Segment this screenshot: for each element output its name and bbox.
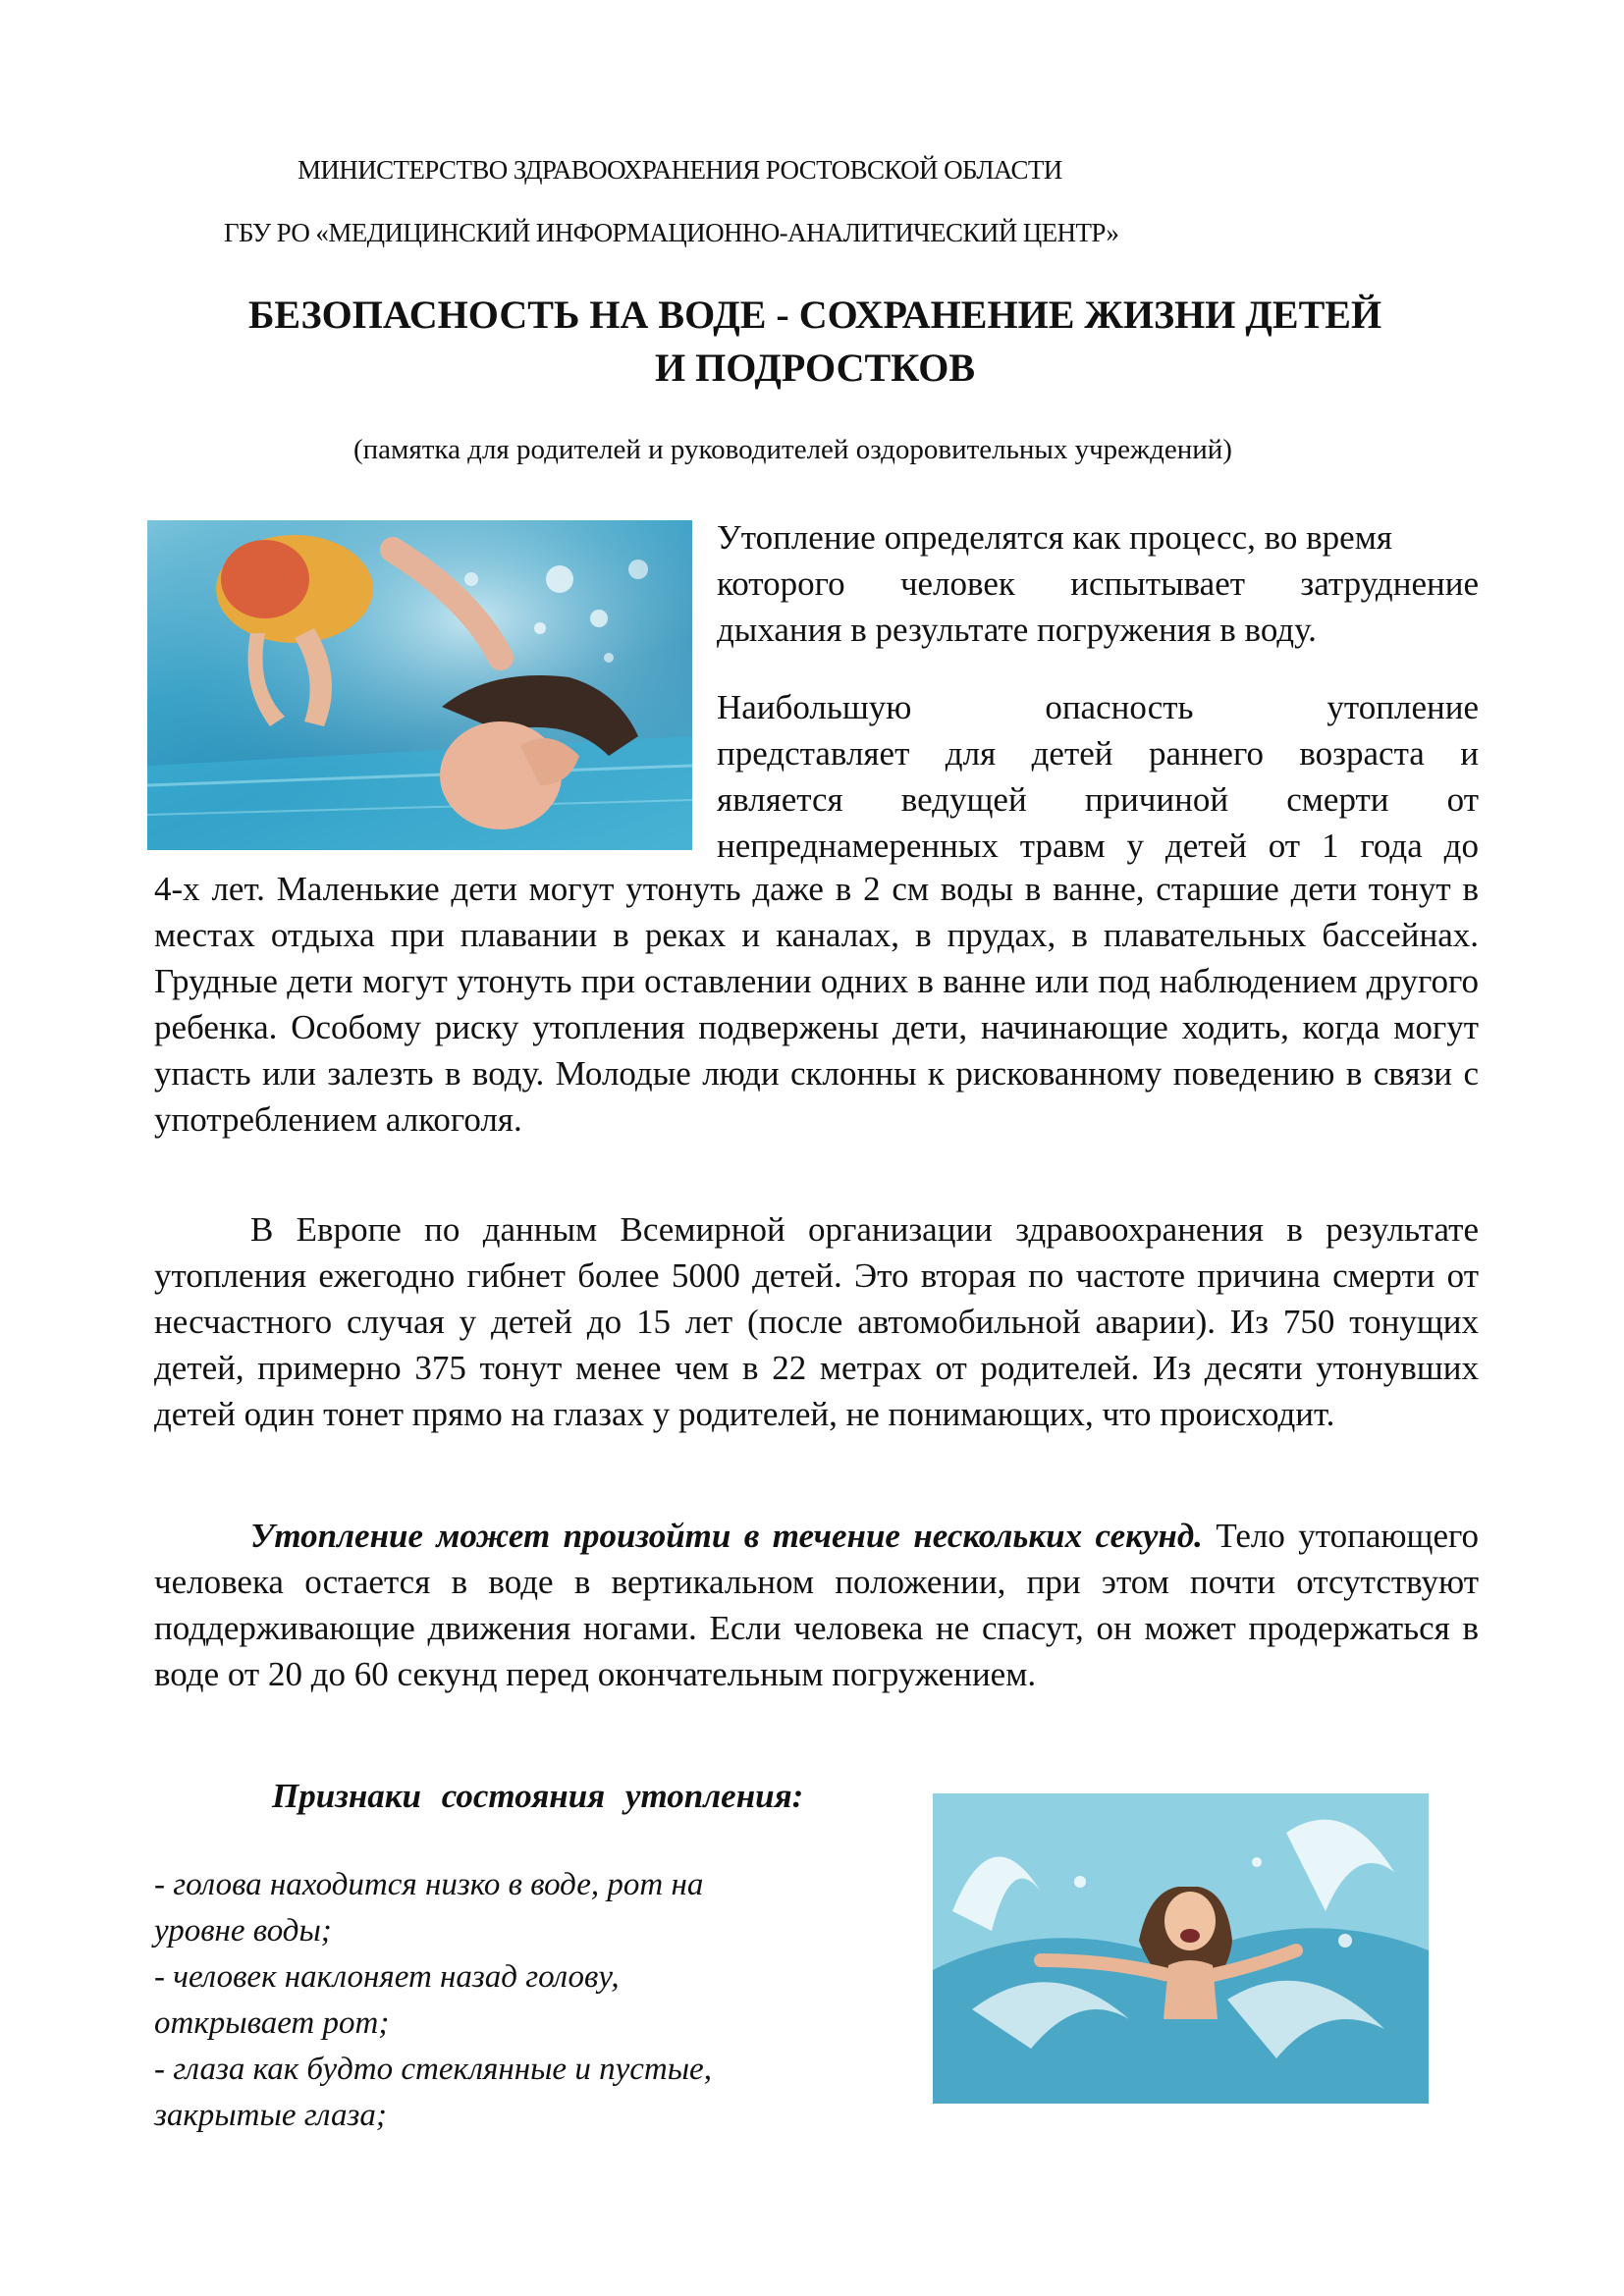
danger-line: представляет для детей раннего возраста и — [717, 734, 1479, 773]
danger-line: непреднамеренных травм у детей от 1 года до — [717, 827, 1479, 865]
girl-splashing-photo — [933, 1793, 1429, 2104]
danger-paragraph-side — [717, 684, 1479, 869]
intro-line: дыхания в результате погружения в воду. — [717, 611, 1317, 649]
drowning-signs-heading: Признаки состояния утопления: — [272, 1777, 804, 1815]
sign-line: - глаза как будто стеклянные и пустые, — [154, 2052, 712, 2087]
danger-line: Наибольшую опасность утопление — [717, 688, 1479, 726]
title-line-1: БЕЗОПАСНОСТЬ НА ВОДЕ - СОХРАНЕНИЕ ЖИЗНИ ДЕТЕЙ — [247, 293, 1382, 337]
document-title — [147, 289, 1483, 395]
girl-splashing-illustration — [933, 1793, 1429, 2104]
intro-line: Утопление определятся как процесс, во время — [717, 518, 1392, 557]
europe-statistics-paragraph: В Европе по данным Всемирной организации здравоохранения в результате утопления ежегодно гибнет более 5000 детей. Это вторая по частоте причина смерти от несчастного случая у детей до 15 лет (после автомобильной аварии). Из 750 тонущих детей, примерно 375 тонут менее чем в 22 метрах от родителей. Из десяти утонувших детей один тонет прямо на глазах у родителей, не понимающих, что происходит. — [154, 1210, 1479, 1433]
sign-line: - человек наклоняет назад голову, — [154, 1959, 620, 1995]
sign-line: открывает рот; — [154, 2005, 390, 2041]
sign-line: - голова находится низко в воде, рот на — [154, 1867, 704, 1902]
intro-paragraph — [717, 514, 1479, 653]
drowning-description: Тело утопающего человека остается в воде в вертикальном положении, при этом почти отсутствуют поддерживающие движения ногами. Если человека не спасут, он может продержаться в воде от 20 до 60 секунд перед окончательным погружением. — [154, 1517, 1480, 1693]
title-line-2: И ПОДРОСТКОВ — [654, 346, 976, 390]
children-swimming-photo — [147, 520, 692, 850]
drowning-emphasis: Утопление может произойти в течение нескольких секунд. — [250, 1517, 1203, 1555]
sign-line: закрытые глаза; — [154, 2098, 387, 2133]
document-subtitle: (памятка для родителей и руководителей оздоровительных учреждений) — [353, 434, 1232, 465]
drowning-seconds-paragraph — [154, 1513, 1479, 1697]
danger-paragraph-continued: 4-х лет. Маленькие дети могут утонуть даже в 2 см воды в ванне, старшие дети тонут в местах отдыха при плавании в реках и каналах, в прудах, в плавательных бассейнах. Грудные дети могут утонуть при оставлении одних в ванне или под наблюдением другого ребенка. Особому риску утопления подвержены дети, начинающие ходить, когда могут упасть или залезть в воду. Молодые люди склонны к рискованному поведению в связи с употреблением алкоголя. — [154, 870, 1479, 1139]
intro-line: которого человек испытывает затруднение — [717, 564, 1479, 603]
ministry-header: МИНИСТЕРСТВО ЗДРАВООХРАНЕНИЯ РОСТОВСКОЙ ОБЛАСТИ — [298, 155, 1062, 185]
center-header: ГБУ РО «МЕДИЦИНСКИЙ ИНФОРМАЦИОННО-АНАЛИТИЧЕСКИЙ ЦЕНТР» — [224, 218, 1119, 247]
sign-line: уровне воды; — [154, 1913, 332, 1949]
drowning-signs-list — [154, 1862, 851, 2139]
danger-line: является ведущей причиной смерти от — [717, 780, 1479, 819]
children-swimming-illustration — [147, 520, 692, 850]
